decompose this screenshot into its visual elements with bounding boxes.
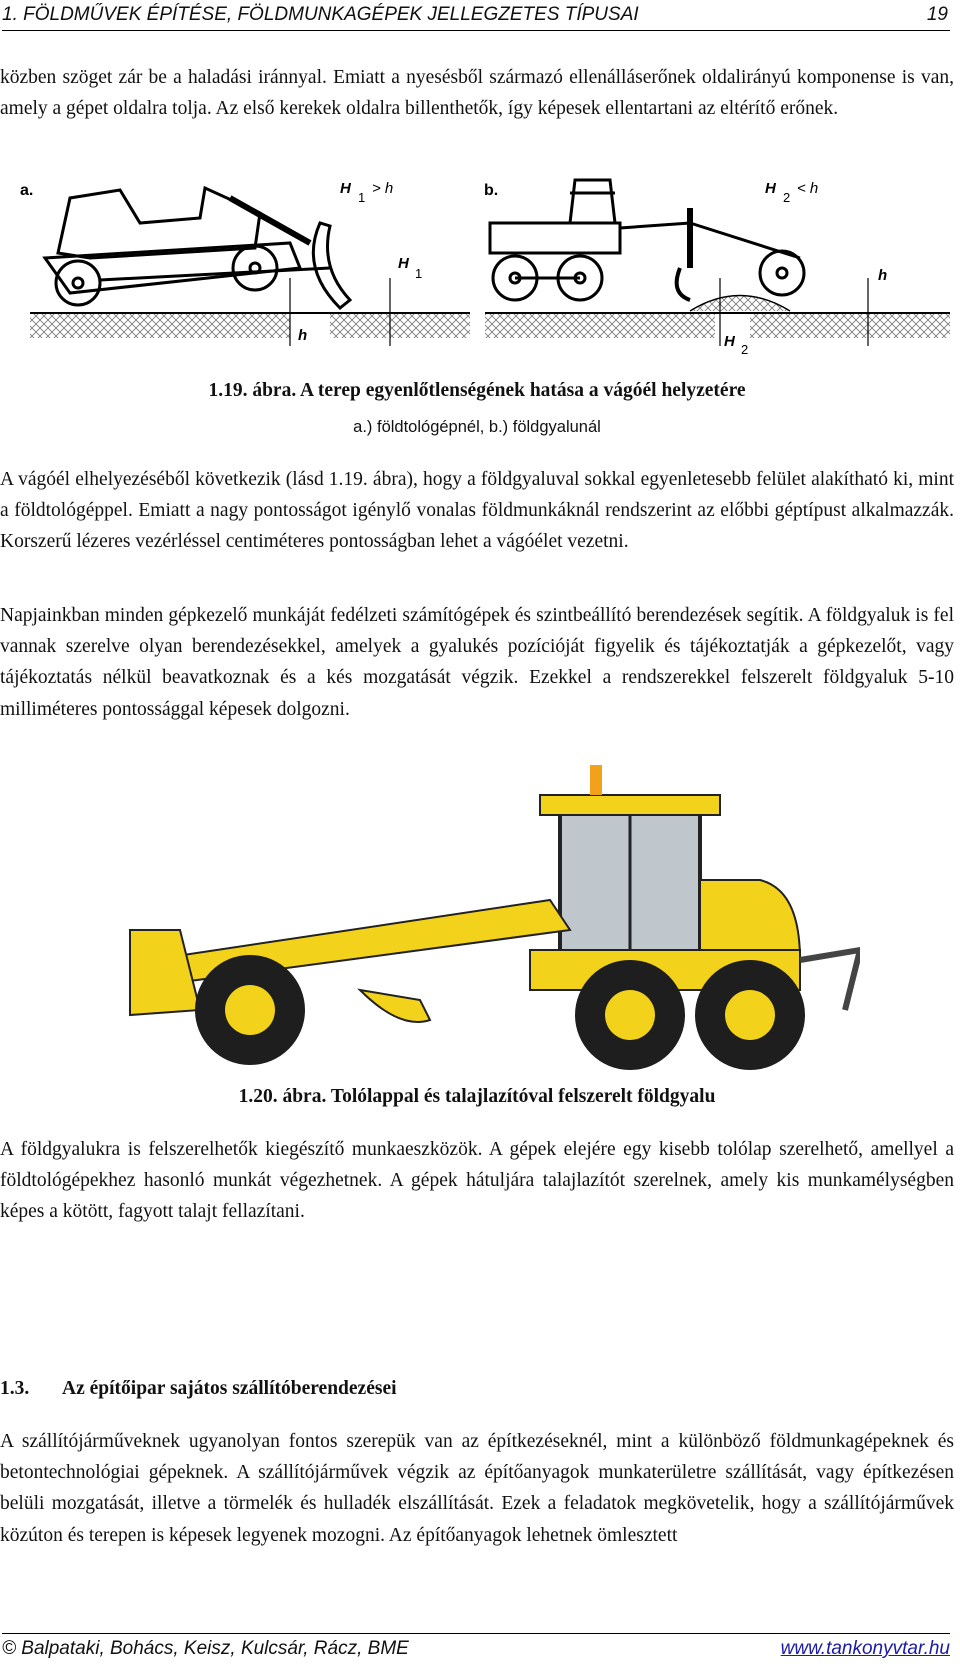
fig-a-H-sub: 1 (358, 190, 366, 205)
figure-1-20-caption: 1.20. ábra. Tolólappal és talajlazítóval felszerelt földgyalu (238, 1086, 716, 1107)
fig-b-label: b. (484, 182, 499, 199)
footer-authors: © Balpataki, Bohács, Keisz, Kulcsár, Rácz, BME (2, 1638, 409, 1659)
section-title: Az építőipar sajátos szállítóberendezései (62, 1378, 397, 1399)
ground-a-left (30, 313, 290, 338)
fig-a-h-label: h (298, 327, 308, 344)
ground-b-left (485, 313, 715, 338)
bulldozer-drawing (45, 188, 350, 308)
motor-grader-image (100, 760, 860, 1080)
paragraph-2: A vágóél elhelyezéséből következik (lásd 1.19. ábra), hogy a földgyaluval sokkal egyenletesebb felület alakítható ki, mint a földtológéppel. Emiatt a nagy pontosságot igénylő vonalas földmunkáknál rendszerint az előbbi géptípust alkalmazzák. Korszerű lézeres vezérléssel centiméteres pontosságban lehet a vágóélet vezetni. (0, 469, 954, 553)
fig-a-H1-label: H (398, 255, 409, 272)
fig-b-compare: < h (797, 180, 819, 197)
soil-mound (690, 296, 790, 312)
paragraph-1: közben szöget zár be a haladási iránnyal. Emiatt a nyesésből származó ellenálláserőnek oldalirányú komponense is van, amely a gépet oldalra tolja. Az első kerekek oldalra billenthetők, így képesek ellentartani az eltérítő erőnek. (0, 67, 954, 120)
grader-drawing (490, 180, 804, 300)
fig-a-H: H (340, 180, 351, 197)
page-footer (2, 1633, 950, 1667)
section-heading (0, 1378, 397, 1400)
figure-1-19-subcaption: a.) földtológépnél, b.) földgyalunál (353, 418, 601, 436)
fig-b-H: H (765, 180, 776, 197)
section-number: 1.3. (0, 1378, 30, 1399)
page-number: 19 (926, 4, 948, 25)
ground-a-right (330, 313, 470, 338)
paragraph-4: A földgyalukra is felszerelhetők kiegészítő munkaeszközök. A gépek elejére egy kisebb tolólap szerelhető, amellyel a földtológépekhez hasonló munkát végezhetnek. A gépek hátuljára talajlazítót szerelnek, amely kis munkamélységben képes a kötött, fagyott talajt fellazítani. (0, 1139, 954, 1223)
paragraph-3: Napjainkban minden gépkezelő munkáját fedélzeti számítógépek és szintbeállító berendezések segítik. A földgyaluk is fel vannak szerelve olyan berendezésekkel, amelyek a gyalukés pozícióját figyelik és tájékoztatják a gépkezelőt, vagy tájékoztatás nélkül beavatkoznak és a kés mozgatását végzik. Ezekkel a rendszerekkel felszerelt földgyaluk 5-10 milliméteres pontossággal képesek dolgozni. (0, 605, 954, 720)
fig-a-compare: > h (372, 180, 394, 197)
figure-1-19-caption: 1.19. ábra. A terep egyenlőtlenségének hatása a vágóél helyzetére (208, 380, 746, 401)
fig-b-H2-sub: 2 (741, 342, 749, 357)
figure-1-19-diagram (0, 168, 960, 378)
paragraph-5: A szállítójárműveknek ugyanolyan fontos szerepük van az építkezéseknél, mint a különböző földmunkagépeknek és betontechnológiai gépeknek. A szállítójárművek végzik az építőanyagok munkaterületre szállítását, vagy építkezésen belüli mozgatását, illetve a törmelék és hulladék elszállítását. Ezek a feladatok megkövetelik, hogy a szállítójárművek közúton és terepen is képesek legyenek mozogni. Az építőanyagok lehetnek ömlesztett (0, 1431, 954, 1546)
fig-b-H2-label: H (724, 333, 735, 350)
ground-b-right (750, 313, 950, 338)
footer-link[interactable]: www.tankonyvtar.hu (780, 1638, 950, 1659)
chapter-title: 1. FÖLDMŰVEK ÉPÍTÉSE, FÖLDMUNKAGÉPEK JELLEGZETES TÍPUSAI (2, 4, 639, 25)
fig-a-H1-sub: 1 (415, 266, 423, 281)
page-header (2, 0, 950, 31)
fig-b-h-label: h (878, 267, 888, 284)
fig-a-label: a. (20, 182, 34, 199)
fig-b-H-sub: 2 (783, 190, 791, 205)
